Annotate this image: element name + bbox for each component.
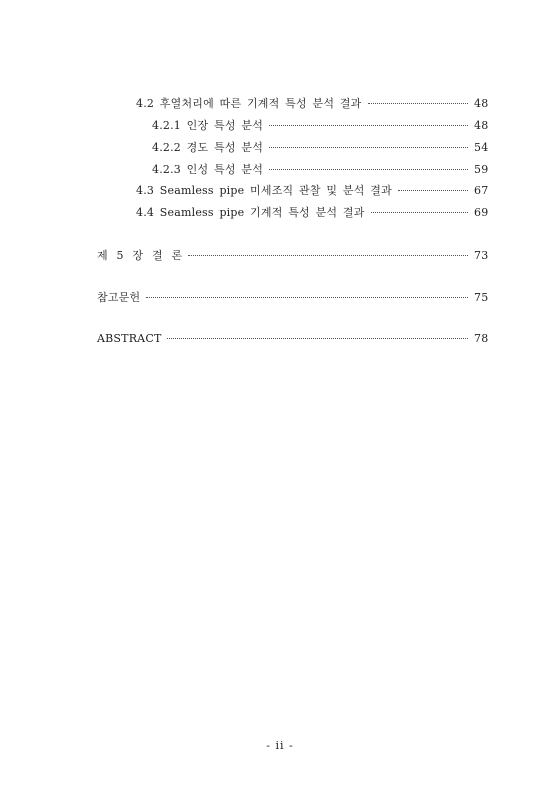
- toc-entry-page: 75: [474, 291, 489, 304]
- toc-entry-4-2-3[interactable]: [152, 163, 488, 177]
- toc-entry-page: 73: [474, 249, 489, 262]
- toc-entry-4-2-1[interactable]: [152, 119, 488, 133]
- toc-entry-page: 67: [474, 184, 489, 197]
- toc-entry-title: 제 5 장 결 론: [97, 249, 183, 262]
- toc-leader-dots: [269, 125, 468, 126]
- toc-leader-dots: [167, 338, 468, 339]
- toc-entry-page: 69: [474, 206, 489, 219]
- toc-entry-4-4[interactable]: [136, 206, 488, 220]
- toc-leader-dots: [269, 169, 468, 170]
- toc-entry-title: ABSTRACT: [97, 332, 162, 345]
- toc-entry-chapter-5[interactable]: [97, 249, 488, 263]
- toc-entry-title: 4.2.1 인장 특성 분석: [152, 119, 264, 132]
- page-number: - ii -: [266, 739, 294, 752]
- toc-leader-dots: [188, 255, 468, 256]
- toc-leader-dots: [146, 297, 468, 298]
- toc-entry-page: 48: [474, 119, 489, 132]
- toc-leader-dots: [398, 190, 468, 191]
- toc-entry-4-2-2[interactable]: [152, 141, 488, 155]
- toc-leader-dots: [368, 103, 469, 104]
- toc-entry-abstract[interactable]: [97, 332, 488, 346]
- toc-entry-references[interactable]: [97, 291, 488, 305]
- toc-entry-page: 54: [474, 141, 489, 154]
- toc-entry-title: 4.2.2 경도 특성 분석: [152, 141, 264, 154]
- toc-entry-page: 78: [474, 332, 489, 345]
- toc-leader-dots: [269, 147, 468, 148]
- toc-entry-title: 4.3 Seamless pipe 미세조직 관찰 및 분석 결과: [136, 184, 392, 197]
- toc-entry-title: 4.2 후열처리에 따른 기계적 특성 분석 결과: [136, 97, 362, 110]
- toc-entry-title: 4.2.3 인성 특성 분석: [152, 163, 264, 176]
- toc-entry-4-2[interactable]: [136, 97, 488, 111]
- toc-entry-page: 48: [474, 97, 489, 110]
- toc-entry-title: 4.4 Seamless pipe 기계적 특성 분석 결과: [136, 206, 365, 219]
- toc-entry-4-3[interactable]: [136, 184, 488, 198]
- toc-entry-title: 참고문헌: [97, 291, 141, 304]
- toc-leader-dots: [371, 212, 468, 213]
- toc-entry-page: 59: [474, 163, 489, 176]
